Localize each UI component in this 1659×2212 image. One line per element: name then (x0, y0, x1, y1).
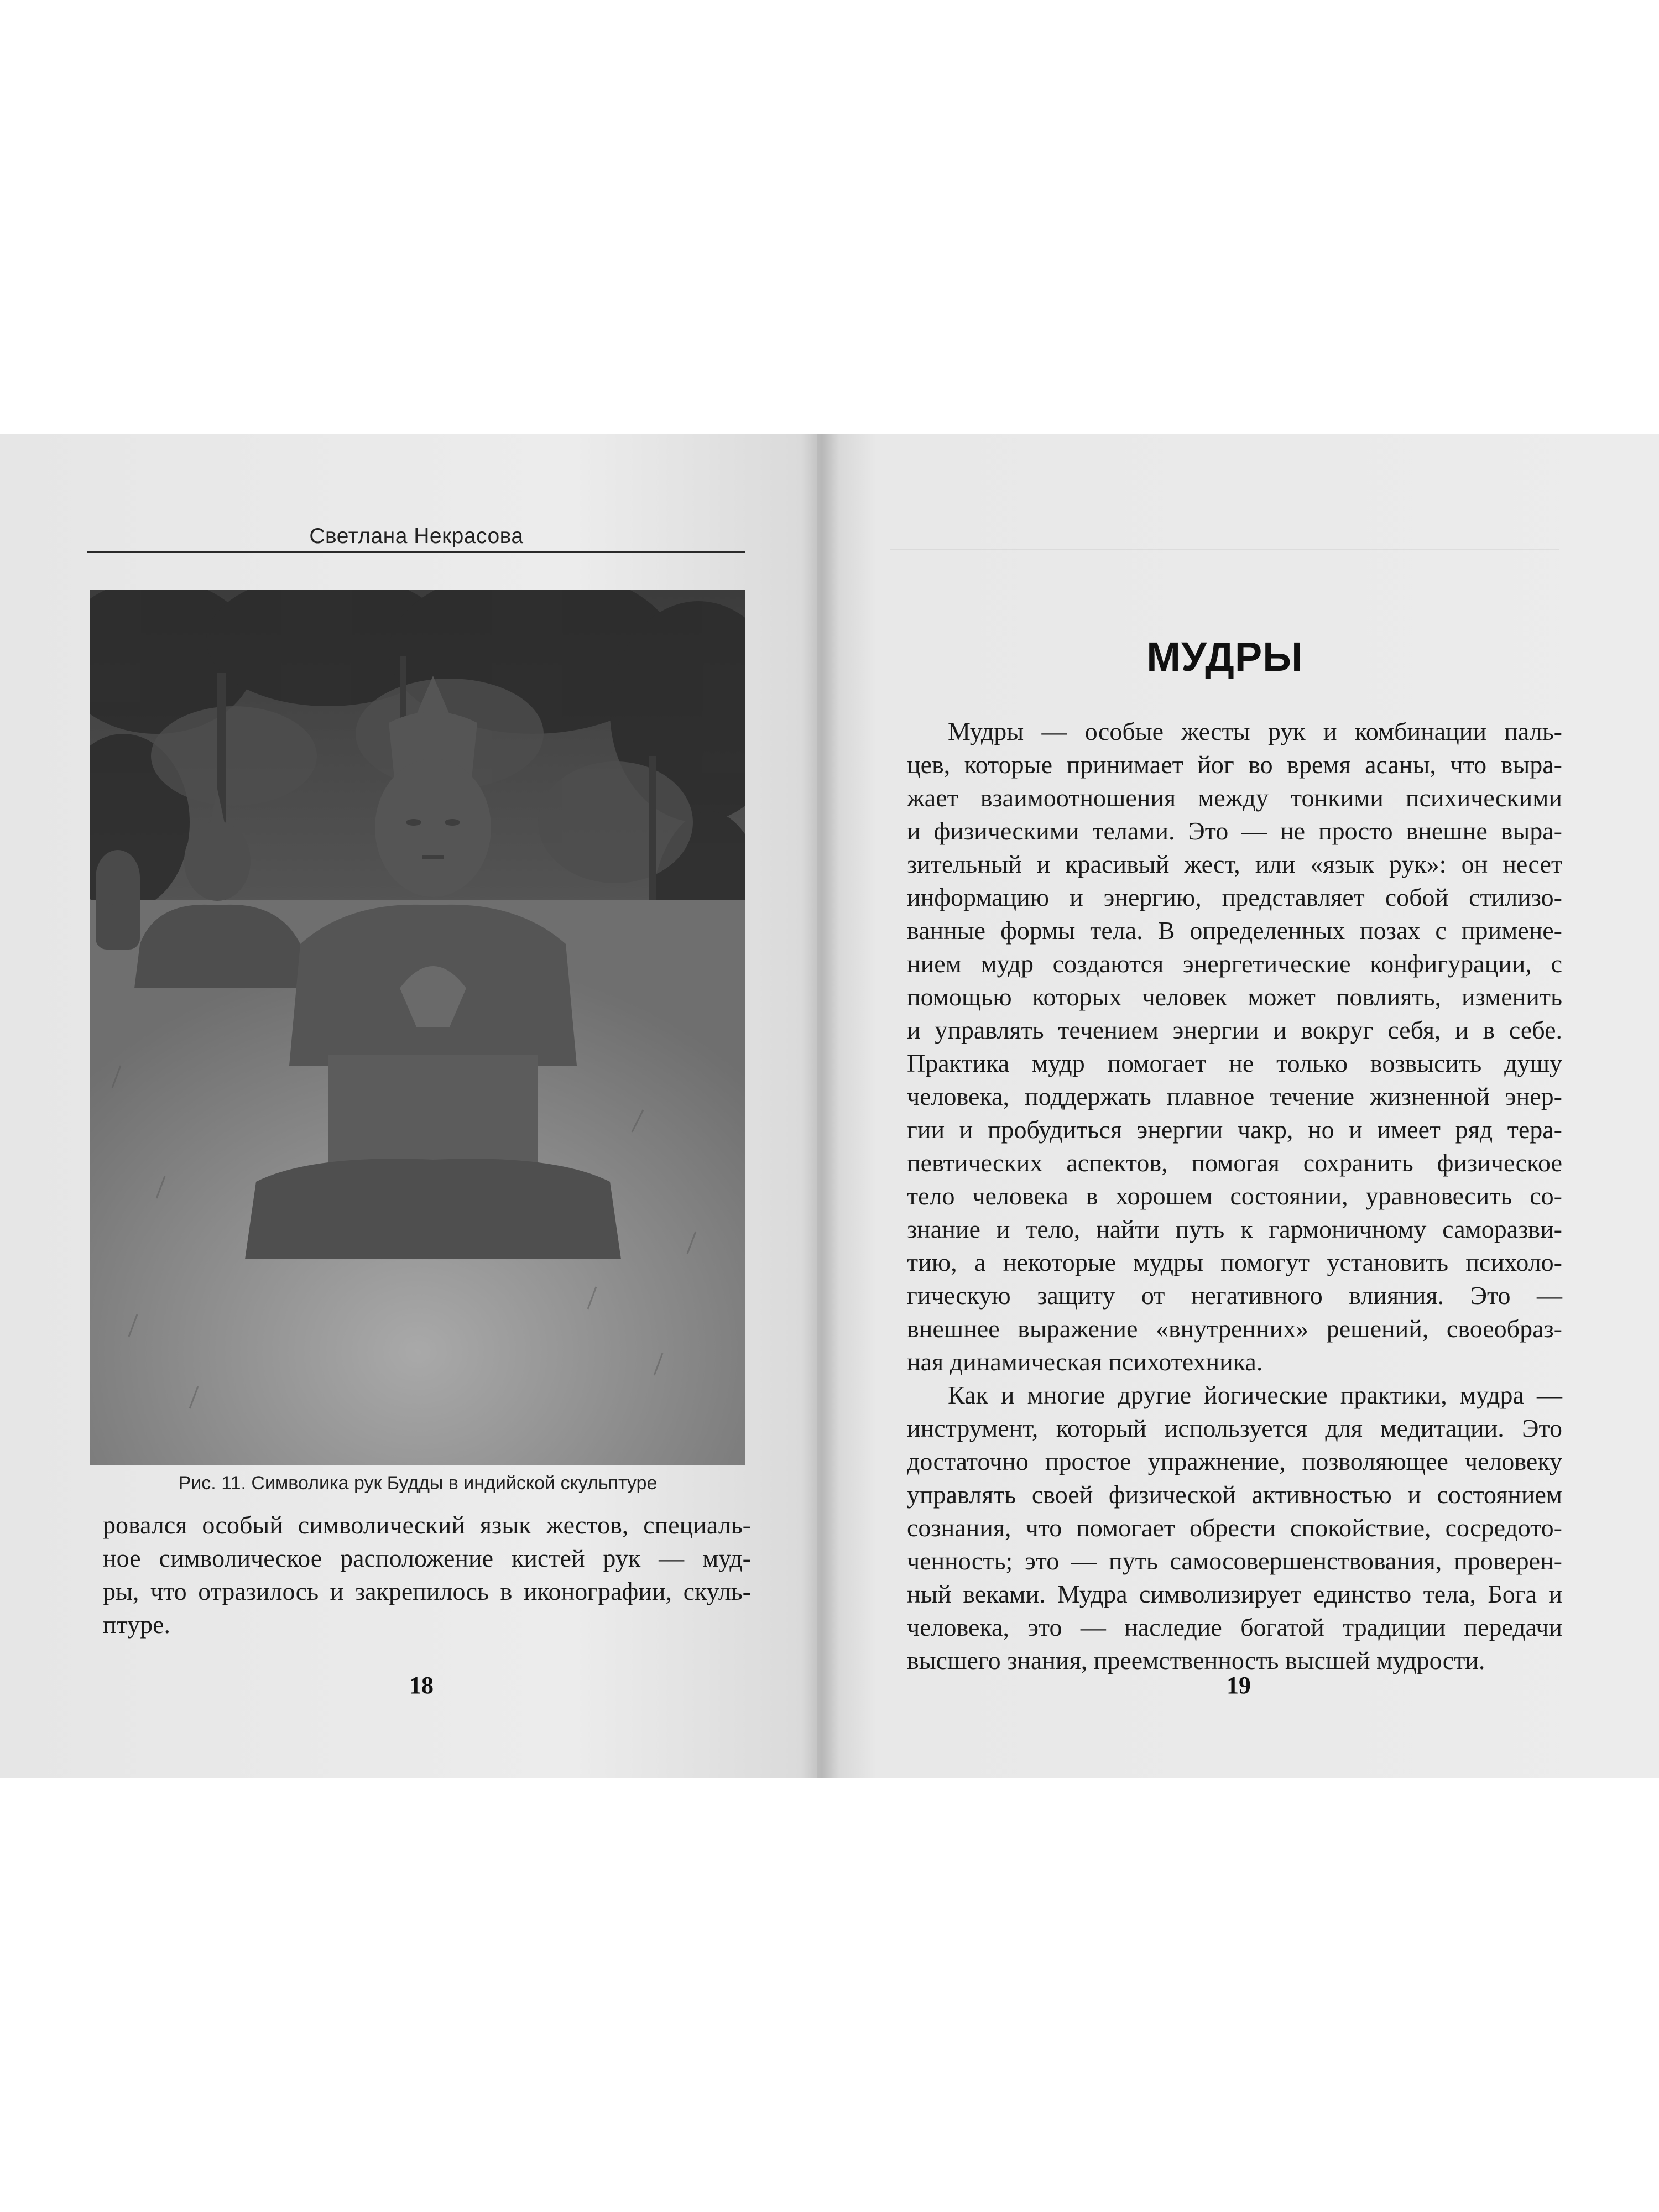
text-line: цев, которые принимает йог во время асаны, что выра- (907, 750, 1562, 779)
left-body-text (103, 1509, 751, 1641)
text-line: инструмент, который используется для медитации. Это (907, 1414, 1562, 1442)
text-line: ная динамическая психотехника. (907, 1348, 1263, 1376)
text-line: жает взаимоотношения между тонкими психическими (907, 784, 1562, 812)
right-body-text (907, 715, 1562, 1677)
text-line: Как и многие другие йогические практики, мудра — (948, 1381, 1562, 1409)
text-line: гическую защиту от негативного влияния. Это — (907, 1281, 1562, 1310)
text-line: птуре. (103, 1610, 171, 1639)
text-line: человека, это — наследие богатой традиции передачи (907, 1613, 1562, 1641)
text-line: тело человека в хорошем состоянии, уравновесить со- (907, 1182, 1562, 1210)
page-number: 18 (409, 1672, 434, 1699)
text-line: сознания, что помогает обрести спокойствие, сосредото- (907, 1514, 1562, 1542)
text-line: достаточно простое упражнение, позволяющее человеку (907, 1447, 1562, 1475)
figure-caption: Рис. 11. Символика рук Будды в индийской скульптуре (178, 1473, 658, 1494)
text-line: ченность; это — путь самосовершенствования, проверен- (907, 1547, 1562, 1575)
text-line: управлять своей физической активностью и состоянием (907, 1480, 1562, 1509)
text-line: тию, а некоторые мудры помогут установить психоло- (907, 1248, 1562, 1276)
text-line: певтических аспектов, помогая сохранить физическое (907, 1149, 1562, 1177)
text-line: Мудры — особые жесты рук и комбинации паль- (948, 717, 1562, 745)
text-line: информацию и энергию, представляет собой стилизо- (907, 883, 1562, 911)
buddha-statues-illustration (90, 590, 745, 1465)
running-head: Светлана Некрасова (309, 524, 524, 548)
chapter-heading: МУДРЫ (1146, 634, 1303, 680)
text-line: гии и пробудиться энергии чакр, но и имеет ряд тера- (907, 1115, 1562, 1144)
text-line: ровался особый символический язык жестов, специаль- (103, 1511, 751, 1539)
figure-photo (90, 590, 745, 1465)
text-line: ный веками. Мудра символизирует единство тела, Бога и (907, 1580, 1562, 1608)
text-line: и управлять течением энергии и вокруг себя, и в себе. (907, 1016, 1562, 1044)
text-line: Практика мудр помогает не только возвысить душу (907, 1049, 1562, 1077)
text-line: ванные формы тела. В определенных позах с примене- (907, 916, 1562, 945)
show-through-rule (890, 549, 1559, 550)
text-line: зительный и красивый жест, или «язык рук»: он несет (907, 850, 1562, 878)
header-rule (87, 551, 745, 553)
text-line: ры, что отразилось и закрепилось в иконографии, скуль- (103, 1577, 751, 1605)
text-line: помощью которых человек может повлиять, изменить (907, 983, 1562, 1011)
text-line: ное символическое расположение кистей рук — муд- (103, 1544, 751, 1572)
text-line: внешнее выражение «внутренних» решений, своеобраз- (907, 1314, 1562, 1343)
text-line: и физическими телами. Это — не просто внешне выра- (907, 817, 1562, 845)
book-gutter (801, 434, 839, 1778)
text-line: высшего знания, преемственность высшей мудрости. (907, 1646, 1485, 1674)
text-line: знание и тело, найти путь к гармоничному саморазви- (907, 1215, 1562, 1243)
page-number: 19 (1227, 1672, 1251, 1699)
left-page (0, 434, 817, 1778)
book-spread (0, 434, 1659, 1778)
text-line: человека, поддержать плавное течение жизненной энер- (907, 1082, 1562, 1110)
text-line: нием мудр создаются энергетические конфигурации, с (907, 950, 1562, 978)
